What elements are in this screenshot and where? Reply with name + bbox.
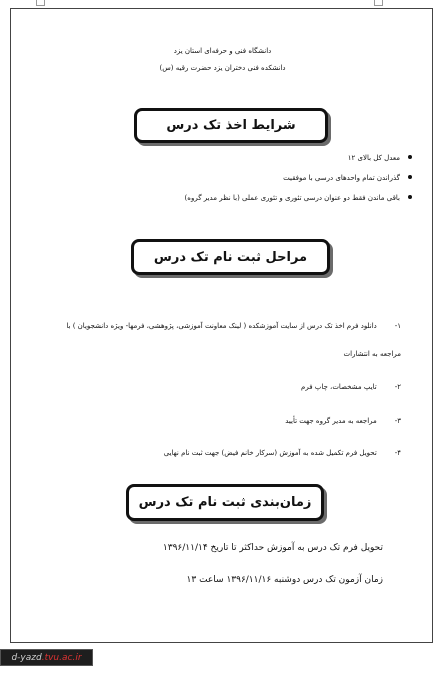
schedule-exam-time: زمان آزمون تک درس دوشنبه ۱۳۹۶/۱۱/۱۶ ساعت ۱۳ [186,575,383,585]
step-number: ۱- [394,322,401,330]
step-number: ۳- [394,417,401,425]
conditions-list [60,152,400,212]
step-number: ۴- [394,449,401,457]
schedule-section-title: زمان‌بندی ثبت نام تک درس [126,484,324,521]
list-item [60,152,400,172]
step-number: ۲- [394,383,401,391]
watermark-prefix: d-yazd [11,652,42,663]
step-item [41,449,401,457]
step-text: تایپ مشخصات، چاپ فرم [301,383,377,391]
step-item [41,417,401,425]
step-text: تحویل فرم تکمیل شده به آموزش (سرکار خانم فیض) جهت ثبت نام نهایی [163,449,377,457]
list-item [60,192,400,212]
university-name: دانشگاه فنی و حرفه‌ای استان یزد [173,47,272,55]
schedule-deadline: تحویل فرم تک درس به آموزش حداکثر تا تاریخ ۱۳۹۶/۱۱/۱۴ [162,543,383,553]
bullet-icon [408,195,412,199]
bullet-icon [408,155,412,159]
condition-text: باقی ماندن فقط دو عنوان درسی تئوری و تئوری عملی (با نظر مدیر گروه) [184,194,400,202]
list-item [60,172,400,192]
page-corner-marker-left [36,0,45,6]
conditions-section-title: شرایط اخذ تک درس [134,108,328,143]
step-text: مراجعه به انتشارات [343,350,401,358]
watermark-suffix: .tvu.ac.ir [41,652,82,663]
faculty-name: دانشکده فنی دختران یزد حضرت رقیه (س) [159,64,286,72]
site-watermark-logo [0,649,93,666]
step-item [41,383,401,391]
page-corner-marker-right [374,0,383,6]
step-item [41,322,401,330]
condition-text: معدل کل بالای ۱۲ [347,154,400,162]
step-item [41,350,401,358]
condition-text: گذراندن تمام واحدهای درسی با موفقیت [283,174,400,182]
steps-section-title: مراحل ثبت نام تک درس [131,239,330,275]
step-text: مراجعه به مدیر گروه جهت تأیید [285,417,377,425]
step-text: دانلود فرم اخذ تک درس از سایت آموزشکده ( لینک معاونت آموزشی، پژوهشی، فرمها- ویژه دانشجویان ) با [66,322,377,330]
bullet-icon [408,175,412,179]
